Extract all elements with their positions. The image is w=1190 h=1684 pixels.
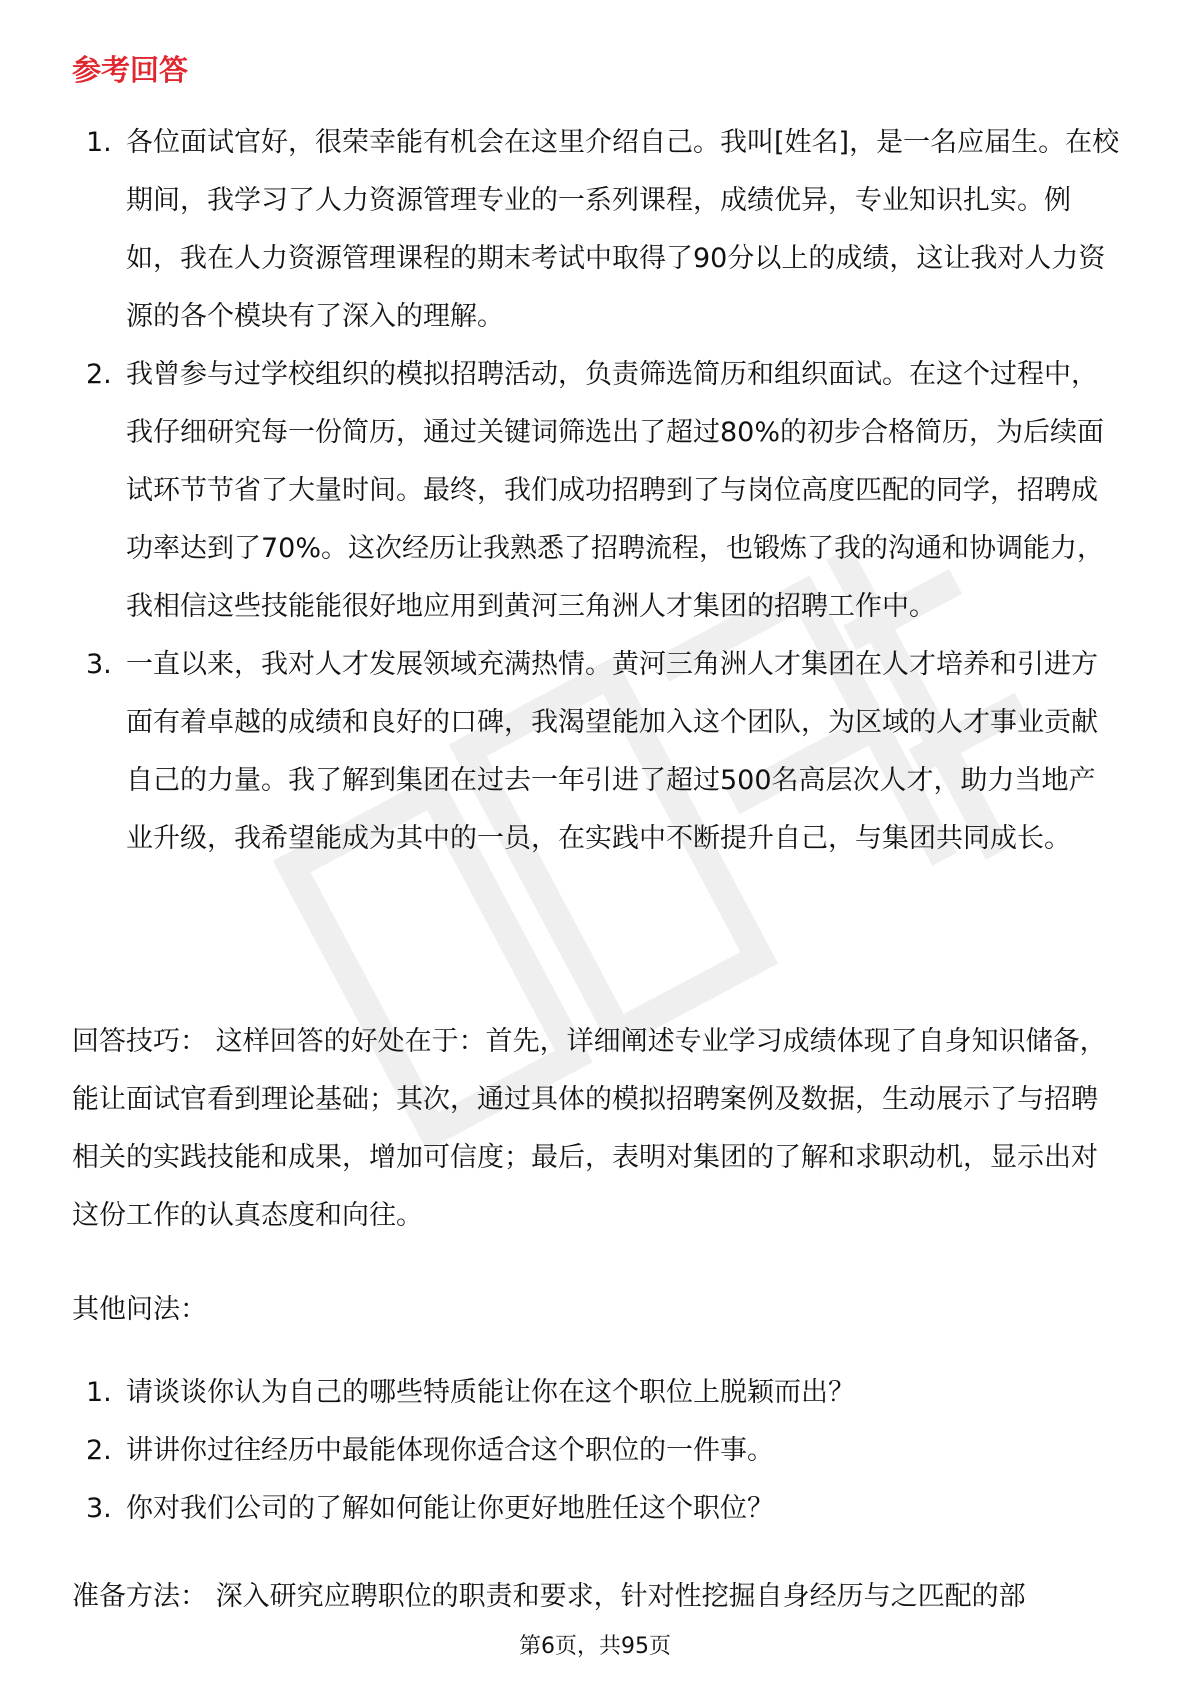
answer-text: 我曾参与过学校组织的模拟招聘活动，负责筛选简历和组织面试。在这个过程中，我仔细研究每一份简历，通过关键词筛选出了超过80%的初步合格简历，为后续面试环节节省了大量时间。最终，我们成功招聘到了与岗位高度匹配的同学，招聘成功率达到了70%。这次经历让我熟悉了招聘流程，也锻炼了我的沟通和协调能力，我相信这些技能能很好地应用到黄河三角洲人才集团的招聘工作中。 (126, 359, 1105, 622)
answer-item (72, 114, 1122, 346)
page-number: 第6页，共95页 (519, 1634, 671, 1659)
question-text: 请谈谈你认为自己的哪些特质能让你在这个职位上脱颖而出？ (126, 1377, 855, 1408)
question-item (72, 1364, 1122, 1422)
answer-text: 各位面试官好，很荣幸能有机会在这里介绍自己。我叫[姓名]，是一名应届生。在校期间，我学习了人力资源管理专业的一系列课程，成绩优异，专业知识扎实。例如，我在人力资源管理课程的期末考试中取得了90分以上的成绩，这让我对人力资源的各个模块有了深入的理解。 (126, 127, 1120, 332)
list-number: 1. (86, 1377, 112, 1408)
list-number: 2. (86, 359, 112, 390)
question-text: 你对我们公司的了解如何能让你更好地胜任这个职位？ (126, 1493, 774, 1524)
list-number: 2. (86, 1435, 112, 1466)
question-text: 讲讲你过往经历中最能体现你适合这个职位的一件事。 (126, 1435, 774, 1466)
question-item (72, 1422, 1122, 1480)
list-number: 1. (86, 127, 112, 158)
answer-item (72, 346, 1122, 636)
question-list (72, 1364, 1122, 1538)
answer-tips: 回答技巧： 这样回答的好处在于：首先，详细阐述专业学习成绩体现了自身知识储备，能让面试官看到理论基础；其次，通过具体的模拟招聘案例及数据，生动展示了与招聘相关的实践技能和成果，增加可信度；最后，表明对集团的了解和求职动机，显示出对这份工作的认真态度和向往。 (72, 1026, 1107, 1231)
preparation-method: 准备方法： 深入研究应聘职位的职责和要求，针对性挖掘自身经历与之匹配的部 (72, 1581, 1026, 1612)
section-title: 参考回答 (72, 53, 189, 87)
question-item (72, 1480, 1122, 1538)
list-number: 3. (86, 649, 112, 680)
answer-item (72, 636, 1122, 868)
list-number: 3. (86, 1493, 112, 1524)
answer-text: 一直以来，我对人才发展领域充满热情。黄河三角洲人才集团在人才培养和引进方面有着卓越的成绩和良好的口碑，我渴望能加入这个团队，为区域的人才事业贡献自己的力量。我了解到集团在过去一年引进了超过500名高层次人才，助力当地产业升级，我希望能成为其中的一员，在实践中不断提升自己，与集团共同成长。 (126, 649, 1098, 854)
other-questions-label: 其他问法： (72, 1294, 207, 1325)
answer-list (72, 114, 1122, 868)
